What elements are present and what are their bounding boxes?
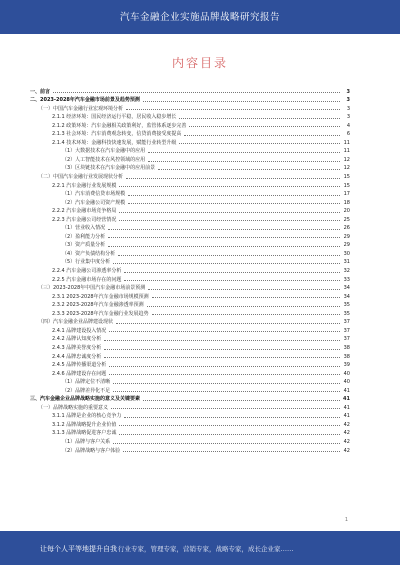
toc-entry[interactable] <box>30 360 350 369</box>
toc-entry-page: 38 <box>343 353 350 360</box>
toc-leader-dots <box>119 186 340 187</box>
toc-heading: 内容目录 <box>171 56 228 70</box>
toc-entry[interactable] <box>30 445 350 454</box>
toc-entry-page: 35 <box>343 302 350 309</box>
toc-leader-dots <box>53 92 340 93</box>
toc-entry-label: 2.2.2 汽车金融市场竞争格局 <box>52 208 117 215</box>
toc-entry[interactable] <box>30 223 350 232</box>
toc-leader-dots <box>118 255 340 256</box>
toc-entry-page: 4 <box>346 122 350 129</box>
toc-entry-label: 2.3.1 2023-2028年汽车金融市场规模预测 <box>52 293 149 300</box>
toc-entry-label: （一）品牌战略实施的重要意义 <box>38 404 109 411</box>
toc-leader-dots <box>113 391 340 392</box>
toc-leader-dots <box>158 169 340 170</box>
toc-leader-dots <box>143 400 340 401</box>
toc-leader-dots <box>128 203 340 204</box>
toc-leader-dots <box>116 323 340 324</box>
toc-entry-page: 37 <box>343 327 350 334</box>
toc-entry[interactable] <box>30 206 350 215</box>
toc-leader-dots <box>109 374 340 375</box>
toc-leader-dots <box>119 434 340 435</box>
toc-entry-label: 3.1.1 品牌是企业的核心竞争力 <box>52 413 122 420</box>
toc-entry-page: 41 <box>343 413 350 420</box>
toc-leader-dots <box>108 246 340 247</box>
toc-leader-dots <box>113 263 340 264</box>
toc-leader-dots <box>179 143 340 144</box>
toc-leader-dots <box>104 357 340 358</box>
toc-leader-dots <box>108 229 340 230</box>
toc-entry[interactable] <box>30 103 350 112</box>
toc-entry-page: 25 <box>343 216 350 223</box>
toc-entry-page: 18 <box>343 199 350 206</box>
toc-entry[interactable] <box>30 283 350 292</box>
toc-leader-dots <box>109 331 340 332</box>
toc-entry[interactable] <box>30 112 350 121</box>
toc-entry-label: （二）中国汽车金融行业发展现状分析 <box>38 174 124 181</box>
toc-entry[interactable] <box>30 402 350 411</box>
toc-leader-dots <box>148 152 340 153</box>
toc-entry[interactable] <box>30 137 350 146</box>
toc-entry-label: （5）行业集中度分析 <box>62 259 111 266</box>
toc-entry-page: 42 <box>343 447 350 454</box>
toc-entry-label: （2）人工智能技术在风控领域的应用 <box>62 156 146 163</box>
toc-entry-label: （2）盈利能力分析 <box>62 233 106 240</box>
toc-leader-dots <box>152 297 340 298</box>
toc-entry-page: 3 <box>346 88 350 95</box>
toc-entry-page: 15 <box>343 182 350 189</box>
toc-entry-label: （2）品牌战略与客户体验 <box>62 447 121 454</box>
toc-entry-page: 37 <box>343 319 350 326</box>
toc-entry[interactable] <box>30 240 350 249</box>
toc-entry-label: 2.2.4 汽车金融公司渗透率分析 <box>52 268 122 275</box>
toc-entry-label: （3）区块链技术在汽车金融中的应用前景 <box>62 165 156 172</box>
toc-entry-page: 15 <box>343 174 350 181</box>
toc-entry-label: 3.1.3 品牌战略促进客户忠诚 <box>52 430 117 437</box>
toc-entry-label: （2）品牌差异化不足 <box>62 387 111 394</box>
toc-entry[interactable] <box>30 180 350 189</box>
toc-entry[interactable] <box>30 419 350 428</box>
toc-entry[interactable] <box>30 342 350 351</box>
toc-entry-label: 三、汽车金融企业品牌战略实施的意义及关键要素 <box>30 396 141 403</box>
toc-entry-page: 11 <box>343 148 350 155</box>
toc-entry-label: （三）2023-2028年中国汽车金融市场前景预测 <box>38 285 146 292</box>
toc-leader-dots <box>104 340 340 341</box>
toc-entry[interactable] <box>30 385 350 394</box>
table-of-contents <box>30 86 350 454</box>
toc-entry-page: 3 <box>346 105 350 112</box>
toc-leader-dots <box>123 451 340 452</box>
toc-leader-dots <box>119 425 340 426</box>
toc-entry[interactable] <box>30 171 350 180</box>
toc-entry[interactable] <box>30 428 350 437</box>
toc-entry-page: 11 <box>343 139 350 146</box>
toc-leader-dots <box>184 135 340 136</box>
toc-entry-page: 20 <box>343 208 350 215</box>
page-number: 1 <box>344 517 348 523</box>
toc-entry[interactable] <box>30 274 350 283</box>
toc-entry-page: 42 <box>343 430 350 437</box>
toc-entry-label: 一、前言 <box>30 88 51 95</box>
toc-entry[interactable] <box>30 334 350 343</box>
toc-entry[interactable] <box>30 129 350 138</box>
toc-entry-page: 30 <box>343 250 350 257</box>
footer-slogan: 让每个人平等地提升自我 <box>40 545 117 553</box>
toc-entry[interactable] <box>30 300 350 309</box>
toc-entry[interactable] <box>30 214 350 223</box>
toc-leader-dots <box>189 126 340 127</box>
toc-entry-page: 29 <box>343 233 350 240</box>
toc-entry-page: 12 <box>343 156 350 163</box>
toc-entry[interactable] <box>30 368 350 377</box>
toc-entry-label: 2.4.3 品牌美誉度分析 <box>52 344 102 351</box>
toc-leader-dots <box>124 272 340 273</box>
toc-entry[interactable] <box>30 120 350 129</box>
toc-entry[interactable] <box>30 163 350 172</box>
toc-entry-page: 41 <box>343 387 350 394</box>
toc-entry-page: 12 <box>343 165 350 172</box>
toc-entry-page: 42 <box>343 438 350 445</box>
toc-leader-dots <box>124 280 340 281</box>
toc-entry-label: （1）营业收入情况 <box>62 225 106 232</box>
toc-entry[interactable] <box>30 436 350 445</box>
toc-leader-dots <box>119 220 340 221</box>
toc-entry[interactable] <box>30 86 350 95</box>
toc-entry[interactable] <box>30 411 350 420</box>
toc-entry-label: 2.4.4 品牌忠诚度分析 <box>52 353 102 360</box>
toc-entry-label: （4）资产负债结构分析 <box>62 250 116 257</box>
toc-entry-page: 34 <box>343 293 350 300</box>
toc-leader-dots <box>126 178 340 179</box>
toc-entry-label: 2.2.5 汽车金融市场存在的问题 <box>52 276 122 283</box>
toc-entry-page: 41 <box>343 396 350 403</box>
toc-entry-label: 2.4.6 品牌建设存在问题 <box>52 370 107 377</box>
toc-entry-page: 37 <box>343 336 350 343</box>
toc-entry[interactable] <box>30 146 350 155</box>
toc-entry-label: 2.2.1 汽车金融行业发展规模 <box>52 182 117 189</box>
toc-entry-label: 2.2.3 汽车金融公司经营情况 <box>52 216 117 223</box>
toc-entry-page: 40 <box>343 379 350 386</box>
toc-leader-dots <box>148 161 340 162</box>
toc-entry[interactable] <box>30 231 350 240</box>
toc-entry[interactable] <box>30 317 350 326</box>
toc-leader-dots <box>108 237 340 238</box>
toc-leader-dots <box>113 383 340 384</box>
toc-entry[interactable] <box>30 154 350 163</box>
footer-band <box>0 531 400 565</box>
toc-entry-page: 42 <box>343 421 350 428</box>
toc-leader-dots <box>143 101 340 102</box>
toc-entry-page: 6 <box>346 131 350 138</box>
toc-entry-page: 41 <box>343 404 350 411</box>
toc-entry-page: 34 <box>343 285 350 292</box>
toc-entry-page: 35 <box>343 310 350 317</box>
toc-leader-dots <box>124 417 340 418</box>
toc-entry[interactable] <box>30 291 350 300</box>
toc-entry-page: 31 <box>343 259 350 266</box>
toc-entry-label: 3.1.2 品牌战略提升企业价值 <box>52 421 117 428</box>
toc-entry[interactable] <box>30 265 350 274</box>
toc-entry-label: 二、2023-2028年汽车金融市场前景及趋势预测 <box>30 97 140 104</box>
toc-entry-page: 32 <box>343 268 350 275</box>
toc-entry-page: 29 <box>343 242 350 249</box>
toc-entry-label: 2.1.4 技术环境：金融科技快速发展，赋能行业转型升级 <box>52 139 177 146</box>
header-band <box>0 0 400 34</box>
toc-entry[interactable] <box>30 95 350 104</box>
toc-entry[interactable] <box>30 248 350 257</box>
toc-entry-page: 40 <box>343 370 350 377</box>
toc-leader-dots <box>119 212 340 213</box>
toc-entry-label: （1）汽车消费信贷市场规模 <box>62 191 126 198</box>
toc-leader-dots <box>113 443 340 444</box>
toc-leader-dots <box>152 314 340 315</box>
toc-leader-dots <box>128 195 340 196</box>
toc-entry-label: （1）大数据技术在汽车金融中的应用 <box>62 148 146 155</box>
toc-entry[interactable] <box>30 351 350 360</box>
toc-entry-page: 17 <box>343 191 350 198</box>
toc-entry[interactable] <box>30 197 350 206</box>
toc-entry-label: （1）品牌与客户关系 <box>62 438 111 445</box>
toc-entry-label: （一）中国汽车金融行业宏观环境分析 <box>38 105 124 112</box>
footer-tagline: 行业专家，管理专家，营销专家，战略专家，成长企业家…… <box>118 545 294 553</box>
toc-entry-label: 2.1.2 政策环境：汽车金融相关政策利好，监管体系逐步完善 <box>52 122 187 129</box>
toc-entry[interactable] <box>30 325 350 334</box>
toc-leader-dots <box>147 306 340 307</box>
toc-entry-label: （3）资产质量分析 <box>62 242 106 249</box>
toc-entry-page: 3 <box>346 97 350 104</box>
toc-entry-label: 2.4.5 品牌传播渠道分析 <box>52 362 107 369</box>
toc-entry-page: 3 <box>346 114 350 121</box>
toc-entry-label: （1）品牌定位不清晰 <box>62 379 111 386</box>
toc-leader-dots <box>104 349 340 350</box>
toc-entry-label: 2.1.1 经济环境：国民经济运行平稳，居民收入稳步增长 <box>52 114 177 121</box>
toc-entry-page: 39 <box>343 362 350 369</box>
toc-entry[interactable] <box>30 377 350 386</box>
toc-entry-label: 2.3.2 2023-2028年汽车金融渗透率预测 <box>52 302 144 309</box>
toc-entry-page: 33 <box>343 276 350 283</box>
toc-entry-label: 2.3.3 2023-2028年汽车金融行业发展趋势 <box>52 310 149 317</box>
toc-entry[interactable] <box>30 189 350 198</box>
toc-entry-label: 2.1.3 社会环境：汽车消费观念转变，信贷消费接受度提高 <box>52 131 182 138</box>
toc-entry[interactable] <box>30 308 350 317</box>
toc-leader-dots <box>126 109 340 110</box>
report-title: 汽车金融企业实施品牌战略研究报告 <box>119 12 280 23</box>
toc-entry-label: （2）汽车金融公司资产规模 <box>62 199 126 206</box>
toc-entry-page: 26 <box>343 225 350 232</box>
toc-leader-dots <box>109 366 340 367</box>
toc-entry[interactable] <box>30 394 350 403</box>
toc-entry-label: 2.4.1 品牌建设投入情况 <box>52 327 107 334</box>
toc-entry-label: 2.4.2 品牌认知度分析 <box>52 336 102 343</box>
toc-entry-label: （四）汽车金融企业品牌建设现状 <box>38 319 114 326</box>
toc-entry[interactable] <box>30 257 350 266</box>
toc-entry-page: 38 <box>343 344 350 351</box>
toc-leader-dots <box>148 289 340 290</box>
toc-leader-dots <box>179 118 340 119</box>
toc-leader-dots <box>111 408 340 409</box>
